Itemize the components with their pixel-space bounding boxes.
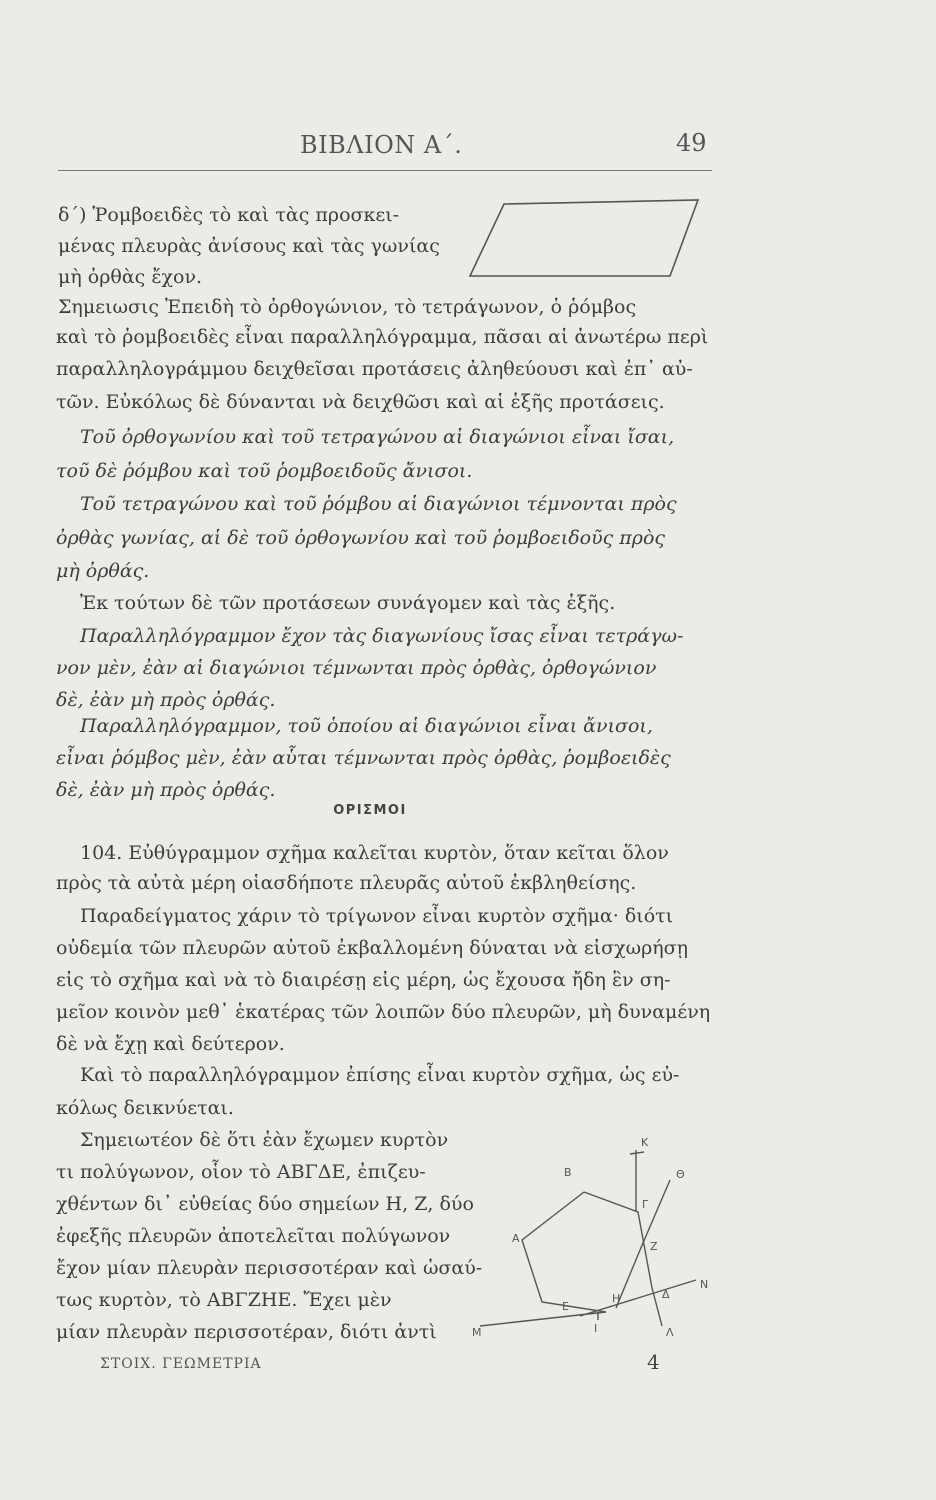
rhomboid-line-3: μὴ ὀρθὰς ἔχον. (58, 266, 203, 288)
example-line-3: εἰς τὸ σχῆμα καὶ νὰ τὸ διαιρέσῃ εἰς μέρη, ὡς ἔχουσα ἤδη ἓν ση- (56, 969, 671, 991)
prop1-line-2: τοῦ δὲ ῥόμβου καὶ τοῦ ῥομβοειδοῦς ἄνισοι. (56, 460, 473, 482)
fig-label-n: N (700, 1278, 709, 1291)
prop4-line-2: εἶναι ῥόμβος μὲν, ἐὰν αὗται τέμνωνται πρὸς ὀρθὰς, ῥομβοειδὲς (56, 747, 671, 769)
polygon-line-4: ἐφεξῆς πλευρῶν ἀποτελεῖται πολύγωνον (56, 1225, 451, 1247)
def104-line-2: πρὸς τὰ αὐτὰ μέρη οἱασδήποτε πλευρᾶς αὐτοῦ ἐκβληθείσης. (56, 872, 637, 894)
example-line-5: δὲ νὰ ἔχῃ καὶ δεύτερον. (56, 1033, 285, 1055)
fig-label-b: B (564, 1166, 572, 1179)
fig-label-theta: Θ (676, 1168, 685, 1181)
parallelogram-line-2: κόλως δεικνύεται. (56, 1097, 234, 1119)
note-line-4: τῶν. Εὐκόλως δὲ δύνανται νὰ δειχθῶσι καὶ αἱ ἑξῆς προτάσεις. (56, 391, 665, 413)
parallelogram-line-1: Καὶ τὸ παραλληλόγραμμον ἐπίσης εἶναι κυρτὸν σχῆμα, ὡς εὐ- (80, 1064, 680, 1086)
example-line-2: οὐδεμία τῶν πλευρῶν αὐτοῦ ἐκβαλλομένη δύναται νὰ εἰσχωρήσῃ (56, 937, 689, 959)
rhomboid-line-2: μένας πλευρὰς ἀνίσους καὶ τὰς γωνίας (58, 235, 440, 257)
note-line-1: Σημειωσις Ἐπειδὴ τὸ ὀρθογώνιον, τὸ τετράγωνον, ὁ ῥόμβος (58, 296, 637, 318)
section-heading: ΟΡΙΣΜΟΙ (333, 803, 407, 818)
prop3-line-1: Παραλληλόγραμμον ἔχον τὰς διαγωνίους ἴσας εἶναι τετράγω- (80, 625, 684, 647)
fig-label-i: I (594, 1322, 598, 1335)
def104-line-1: 104. Εὐθύγραμμον σχῆμα καλεῖται κυρτὸν, ὅταν κεῖται ὅλον (80, 842, 669, 864)
fig-label-h: H (612, 1292, 621, 1305)
polygon-line-3: χθέντων δι᾿ εὐθείας δύο σημείων Η, Ζ, δύο (56, 1193, 474, 1215)
prop4-line-1: Παραλληλόγραμμον, τοῦ ὁποίου αἱ διαγώνιοι εἶναι ἄνισοι, (80, 715, 653, 737)
prop2-line-2: ὀρθὰς γωνίας, αἱ δὲ τοῦ ὀρθογωνίου καὶ τοῦ ῥομβοειδοῦς πρὸς (56, 527, 666, 549)
fig-label-gamma: Γ (642, 1198, 649, 1211)
running-header-title: ΒΙΒΛΙΟΝ Α΄. (300, 131, 463, 159)
polygon-line-2: τι πολύγωνον, οἷον τὸ ΑΒΓΔΕ, ἐπιζευ- (56, 1161, 426, 1183)
polygon-line-7: μίαν πλευρὰν περισσοτέραν, διότι ἀντὶ (56, 1321, 437, 1343)
polygon-line-5: ἔχον μίαν πλευρὰν περισσοτέραν καὶ ὡσαύ- (56, 1257, 483, 1279)
fig-label-k: K (641, 1136, 649, 1149)
footer-signature: ΣΤΟΙΧ. ΓΕΩΜΕΤΡΙΑ (100, 1356, 262, 1372)
polygon-figure (470, 1130, 720, 1340)
header-rule (58, 170, 712, 171)
fig-label-z: Z (650, 1240, 658, 1253)
prop4-line-3: δὲ, ἐὰν μὴ πρὸς ὀρθάς. (56, 779, 276, 801)
rhomboid-figure (462, 196, 712, 280)
polygon-line-1: Σημειωτέον δὲ ὅτι ἐὰν ἔχωμεν κυρτὸν (80, 1129, 449, 1151)
example-line-1: Παραδείγματος χάριν τὸ τρίγωνον εἶναι κυρτὸν σχῆμα· διότι (80, 905, 674, 927)
fig-label-m: M (472, 1326, 482, 1339)
prop3-line-2: νον μὲν, ἐὰν αἱ διαγώνιοι τέμνωνται πρὸς ὀρθὰς, ὀρθογώνιον (56, 657, 657, 679)
footer-sheet-number: 4 (647, 1350, 660, 1374)
fig-label-delta: Δ (662, 1288, 670, 1301)
note-line-2: καὶ τὸ ῥομβοειδὲς εἶναι παραλληλόγραμμα, πᾶσαι αἱ ἀνωτέρω περὶ (56, 326, 709, 348)
fig-label-lambda: Λ (666, 1326, 674, 1339)
page-number: 49 (676, 129, 707, 157)
fig-label-e: E (562, 1300, 569, 1313)
conclusion-line: Ἐκ τούτων δὲ τῶν προτάσεων συνάγομεν καὶ τὰς ἑξῆς. (80, 592, 616, 614)
prop2-line-1: Τοῦ τετραγώνου καὶ τοῦ ῥόμβου αἱ διαγώνιοι τέμνονται πρὸς (80, 493, 677, 515)
rhomboid-line-1: δ΄) Ῥομβοειδὲς τὸ καὶ τὰς προσκει- (58, 204, 400, 226)
prop1-line-1: Τοῦ ὀρθογωνίου καὶ τοῦ τετραγώνου αἱ διαγώνιοι εἶναι ἴσαι, (80, 426, 675, 448)
polygon-line-6: τως κυρτὸν, τὸ ΑΒΓΖΗΕ. Ἔχει μὲν (56, 1289, 392, 1311)
note-line-3: παραλληλογράμμου δειχθεῖσαι προτάσεις ἀληθεύουσι καὶ ἐπ᾿ αὐ- (56, 358, 693, 380)
prop3-line-3: δὲ, ἐὰν μὴ πρὸς ὀρθάς. (56, 689, 276, 711)
example-line-4: μεῖον κοινὸν μεθ᾿ ἑκατέρας τῶν λοιπῶν δύο πλευρῶν, μὴ δυναμένη (56, 1001, 711, 1023)
prop2-line-3: μὴ ὀρθάς. (56, 560, 150, 582)
fig-label-a: A (512, 1232, 520, 1245)
